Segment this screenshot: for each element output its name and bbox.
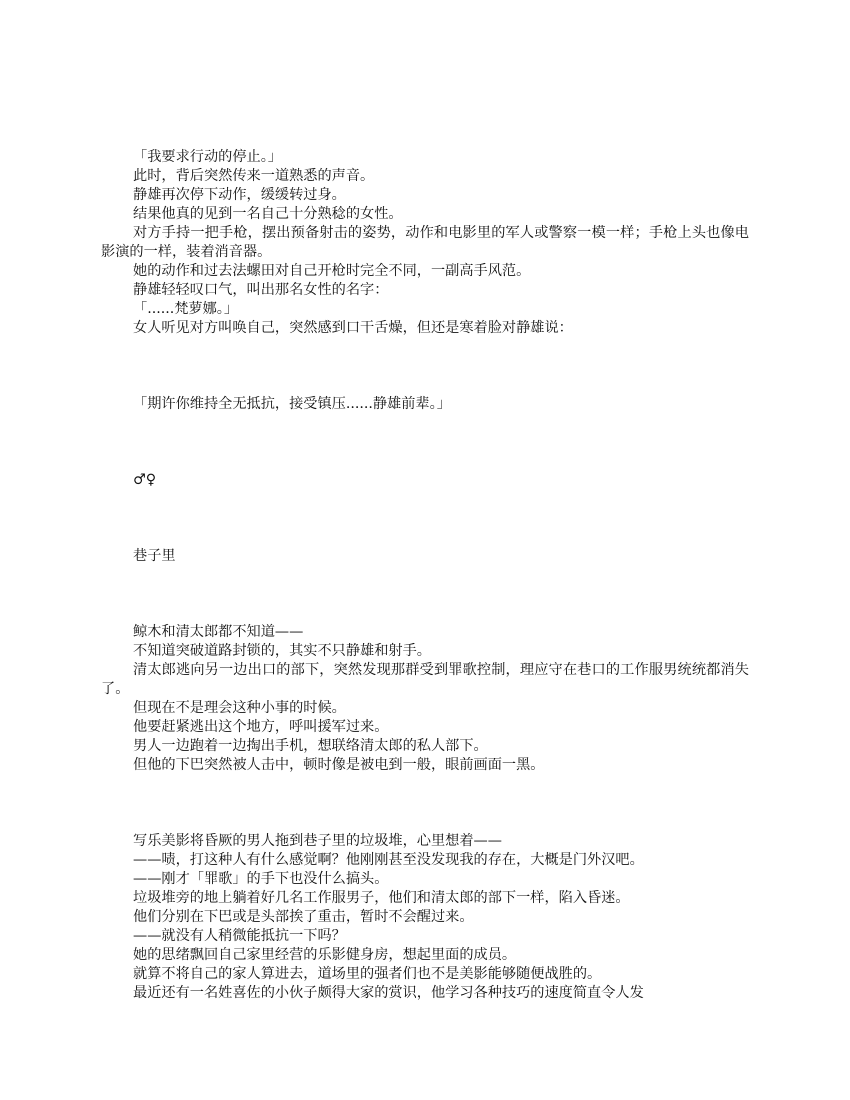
paragraph: 不知道突破道路封锁的，其实不只静雄和射手。 xyxy=(133,643,431,659)
document-page xyxy=(101,148,749,1003)
spacer xyxy=(101,490,749,547)
paragraph: 垃圾堆旁的地上躺着好几名工作服男子，他们和清太郎的部下一样，陷入昏迷。 xyxy=(133,890,630,906)
spacer xyxy=(101,414,749,471)
spacer xyxy=(101,775,749,832)
paragraph: 此时，背后突然传来一道熟悉的声音。 xyxy=(133,168,375,184)
paragraph: 但现在不是理会这种小事的时候。 xyxy=(133,700,346,716)
paragraph: 他要赶紧逃出这个地方，呼叫援军过来。 xyxy=(133,719,389,735)
paragraph: 她的动作和过去法螺田对自己开枪时完全不同，一副高手风范。 xyxy=(133,263,531,279)
paragraph: 清太郎逃向另一边出口的部下，突然发现那群受到罪歌控制，理应守在巷口的工作服男统统都消失了。 xyxy=(101,662,749,697)
paragraph: 男人一边跑着一边掏出手机，想联络清太郎的私人部下。 xyxy=(133,738,488,754)
spacer xyxy=(101,566,749,623)
paragraph: ——就没有人稍微能抵抗一下吗？ xyxy=(133,928,346,944)
spacer xyxy=(101,338,749,395)
paragraph: 结果他真的见到一名自己十分熟稔的女性。 xyxy=(133,206,403,222)
paragraph: 静雄轻轻叹口气，叫出那名女性的名字： xyxy=(133,282,389,298)
paragraph: 女人听见对方叫唤自己，突然感到口干舌燥，但还是寒着脸对静雄说： xyxy=(133,320,573,336)
scene-break-symbol: ♂♀ xyxy=(133,472,157,488)
paragraph: 「......梵萝娜。」 xyxy=(133,301,239,317)
quote-paragraph: 「期许你维持全无抵抗，接受镇压......静雄前辈。」 xyxy=(133,396,451,412)
paragraph: 她的思绪飘回自己家里经营的乐影健身房，想起里面的成员。 xyxy=(133,947,517,963)
paragraph: 静雄再次停下动作，缓缓转过身。 xyxy=(133,187,346,203)
paragraph: 他们分别在下巴或是头部挨了重击，暂时不会醒过来。 xyxy=(133,909,474,925)
paragraph: 但他的下巴突然被人击中，顿时像是被电到一般，眼前画面一黑。 xyxy=(133,757,545,773)
scene-heading: 巷子里 xyxy=(133,548,176,564)
paragraph: 写乐美影将昏厥的男人拖到巷子里的垃圾堆，心里想着—— xyxy=(133,833,502,849)
paragraph: 「我要求行动的停止。」 xyxy=(133,149,282,165)
paragraph: 鲸木和清太郎都不知道—— xyxy=(133,624,304,640)
paragraph: 最近还有一名姓喜佐的小伙子颇得大家的赏识，他学习各种技巧的速度简直令人发 xyxy=(133,985,644,1001)
paragraph: 就算不将自己的家人算进去，道场里的强者们也不是美影能够随便战胜的。 xyxy=(133,966,602,982)
paragraph: 对方手持一把手枪，摆出预备射击的姿势，动作和电影里的军人或警察一模一样；手枪上头也像电影演的一样，装着消音器。 xyxy=(101,225,749,260)
paragraph: ——刚才「罪歌」的手下也没什么搞头。 xyxy=(133,871,389,887)
paragraph: ——啧，打这种人有什么感觉啊？他刚刚甚至没发现我的存在，大概是门外汉吧。 xyxy=(133,852,644,868)
